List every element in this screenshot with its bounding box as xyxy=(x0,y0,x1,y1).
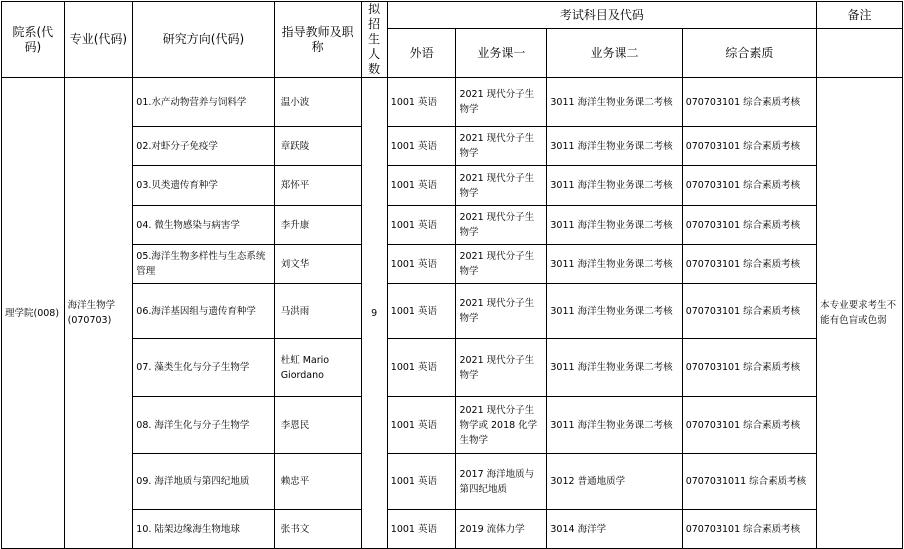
foreign-language-cell: 1001 英语 xyxy=(387,339,456,397)
foreign-language-cell: 1001 英语 xyxy=(387,127,456,166)
foreign-language-cell: 1001 英语 xyxy=(387,510,456,549)
course2-header: 业务课二 xyxy=(547,29,682,78)
quality-cell: 070703101 综合素质考核 xyxy=(682,127,816,166)
table-row xyxy=(2,397,903,454)
quality-cell: 070703101 综合素质考核 xyxy=(682,284,816,339)
course2-cell: 3014 海洋学 xyxy=(547,510,682,549)
major-header: 专业(代码) xyxy=(64,2,133,78)
foreign-language-cell: 1001 英语 xyxy=(387,166,456,206)
course2-cell: 3011 海洋生物业务课二考核 xyxy=(547,245,682,284)
advisor-cell: 章跃陵 xyxy=(274,127,361,166)
course1-cell: 2021 现代分子生物学 xyxy=(456,284,547,339)
direction-cell: 09. 海洋地质与第四纪地质 xyxy=(133,454,274,510)
advisor-cell: 李升康 xyxy=(274,206,361,245)
course1-cell: 2017 海洋地质与第四纪地质 xyxy=(456,454,547,510)
enrollment-table xyxy=(1,1,903,549)
exam-subjects-header: 考试科目及代码 xyxy=(387,2,816,29)
course1-cell: 2021 现代分子生物学 xyxy=(456,166,547,206)
remark-cell: 本专业要求考生不能有色盲或色弱 xyxy=(817,78,903,549)
course2-cell: 3011 海洋生物业务课二考核 xyxy=(547,397,682,454)
advisor-cell: 李恩民 xyxy=(274,397,361,454)
advisor-header: 指导教师及职称 xyxy=(274,2,361,78)
table-row xyxy=(2,78,903,127)
course2-cell: 3011 海洋生物业务课二考核 xyxy=(547,78,682,127)
foreign-language-cell: 1001 英语 xyxy=(387,454,456,510)
advisor-cell: 赖忠平 xyxy=(274,454,361,510)
quality-cell: 070703101 综合素质考核 xyxy=(682,339,816,397)
table-row xyxy=(2,245,903,284)
direction-cell: 04. 微生物感染与病害学 xyxy=(133,206,274,245)
course2-cell: 3011 海洋生物业务课二考核 xyxy=(547,127,682,166)
table-row xyxy=(2,206,903,245)
quality-cell: 0707031011 综合素质考核 xyxy=(682,454,816,510)
remark-header-blank xyxy=(817,29,903,78)
course1-cell: 2021 现代分子生物学 xyxy=(456,206,547,245)
remark-header: 备注 xyxy=(817,2,903,29)
quota-cell: 9 xyxy=(361,78,387,549)
direction-cell: 03.贝类遗传育种学 xyxy=(133,166,274,206)
course2-cell: 3011 海洋生物业务课二考核 xyxy=(547,339,682,397)
direction-cell: 05.海洋生物多样性与生态系统管理 xyxy=(133,245,274,284)
course1-header: 业务课一 xyxy=(456,29,547,78)
direction-header: 研究方向(代码) xyxy=(133,2,274,78)
advisor-cell: 郑怀平 xyxy=(274,166,361,206)
table-row xyxy=(2,284,903,339)
college-cell: 理学院(008) xyxy=(2,78,65,549)
quality-cell: 070703101 综合素质考核 xyxy=(682,206,816,245)
course1-cell: 2021 现代分子生物学 xyxy=(456,245,547,284)
course1-cell: 2021 现代分子生物学 xyxy=(456,339,547,397)
table-row xyxy=(2,510,903,549)
quality-cell: 070703101 综合素质考核 xyxy=(682,78,816,127)
advisor-cell: 刘文华 xyxy=(274,245,361,284)
table-row xyxy=(2,127,903,166)
course1-cell: 2021 现代分子生物学或 2018 化学生物学 xyxy=(456,397,547,454)
direction-cell: 01.水产动物营养与饲料学 xyxy=(133,78,274,127)
advisor-cell: 马洪雨 xyxy=(274,284,361,339)
table-row xyxy=(2,166,903,206)
course1-cell: 2021 现代分子生物学 xyxy=(456,78,547,127)
table-row xyxy=(2,339,903,397)
quota-header: 拟招生人数 xyxy=(361,2,387,78)
quality-cell: 070703101 综合素质考核 xyxy=(682,245,816,284)
course2-cell: 3011 海洋生物业务课二考核 xyxy=(547,284,682,339)
major-cell: 海洋生物学(070703) xyxy=(64,78,133,549)
advisor-cell: 温小波 xyxy=(274,78,361,127)
course1-cell: 2019 流体力学 xyxy=(456,510,547,549)
quality-header: 综合素质 xyxy=(682,29,816,78)
quality-cell: 070703101 综合素质考核 xyxy=(682,397,816,454)
course2-cell: 3011 海洋生物业务课二考核 xyxy=(547,166,682,206)
quality-cell: 070703101 综合素质考核 xyxy=(682,510,816,549)
course1-cell: 2021 现代分子生物学 xyxy=(456,127,547,166)
direction-cell: 02.对虾分子免疫学 xyxy=(133,127,274,166)
advisor-cell: 张书文 xyxy=(274,510,361,549)
foreign-language-cell: 1001 英语 xyxy=(387,206,456,245)
quality-cell: 070703101 综合素质考核 xyxy=(682,166,816,206)
table-row xyxy=(2,454,903,510)
direction-cell: 07. 藻类生化与分子生物学 xyxy=(133,339,274,397)
direction-cell: 06.海洋基因组与遗传育种学 xyxy=(133,284,274,339)
foreign-language-cell: 1001 英语 xyxy=(387,245,456,284)
foreign-language-cell: 1001 英语 xyxy=(387,284,456,339)
advisor-cell: 杜虹 Mario Giordano xyxy=(274,339,361,397)
college-header: 院系(代码) xyxy=(2,2,65,78)
foreign-language-cell: 1001 英语 xyxy=(387,397,456,454)
course2-cell: 3011 海洋生物业务课二考核 xyxy=(547,206,682,245)
course2-cell: 3012 普通地质学 xyxy=(547,454,682,510)
foreign-language-header: 外语 xyxy=(387,29,456,78)
foreign-language-cell: 1001 英语 xyxy=(387,78,456,127)
direction-cell: 10. 陆架边缘海生物地球 xyxy=(133,510,274,549)
direction-cell: 08. 海洋生化与分子生物学 xyxy=(133,397,274,454)
